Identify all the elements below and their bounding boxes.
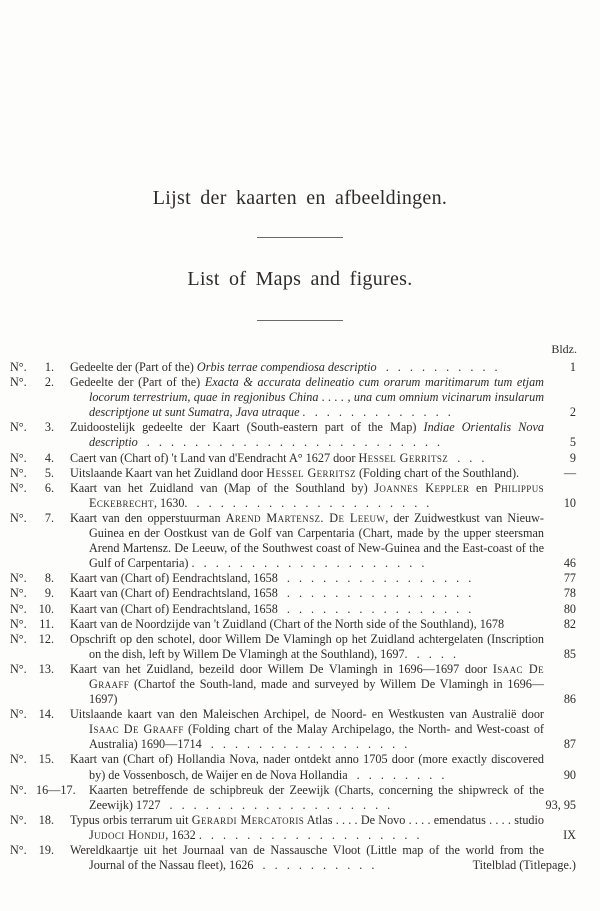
toc-entry — [10, 510, 576, 571]
entry-number: 11. — [39, 616, 54, 631]
toc-entry — [10, 480, 576, 511]
entry-text: Kaarten betreffende de schipbreuk der Zeewijk (Charts, concerning the shipwreck of the Zeewijk) 1727 . . . . . . . . . . . . . . . . . . . — [89, 782, 544, 812]
entry-no-prefix: N°. — [10, 812, 27, 827]
page-title-english: List of Maps and figures. — [187, 268, 413, 290]
dot-leader: . . . . . . . . . . — [253, 858, 375, 873]
dot-leader: . . . . . . . . — [347, 767, 445, 782]
dot-leader: . . . . . . . . . . — [376, 360, 498, 374]
entry-page-number: 77 — [563, 571, 576, 586]
entry-page-number: 5 — [569, 435, 576, 450]
dot-leader: . . . . . . . . . . . . . . . . . . . . — [187, 495, 430, 510]
divider-rule-top — [257, 237, 343, 238]
toc-entry — [10, 360, 576, 375]
entry-no-prefix: N°. — [10, 510, 27, 525]
dot-leader: . . . . . . . . . . . . . . . . — [277, 571, 472, 586]
toc-entry — [10, 707, 576, 752]
toc-entry — [10, 465, 576, 481]
entry-text: Gedeelte der (Part of the) Exacta & accurata delineatio cum orarum maritimarum tum etjam locorum terrestrium, quae in regjonibus China . . . . , una cum omnium vicinarum insularum descriptjone ut sunt Sumatra, Java utraque . . . . . . . . . . . . . — [70, 375, 544, 420]
entry-number: 2. — [44, 375, 54, 390]
entry-number: 18. — [38, 812, 54, 827]
entry-no-prefix: N°. — [10, 616, 27, 631]
dot-leader: . . . . . . . . . . . . . . . . — [277, 601, 472, 616]
entry-text: Opschrift op den schotel, door Willem De Vlamingh op het Zuidland achtergelaten (Inscription on the dish, left by Willem De Vlamingh at the Southland), 1697. . . . . — [70, 631, 544, 661]
entry-number: 9. — [44, 586, 54, 601]
entry-no-prefix: N°. — [10, 571, 27, 586]
toc-entry — [10, 843, 576, 873]
entry-text: Kaart van het Zuidland van (Map of the Southland by) Joannes Keppler en Philippus Eckebrecht, 1630. . . . . . . . . . . . . . . . . . . . . — [70, 480, 544, 510]
entry-number: 16—17. — [36, 782, 76, 797]
dot-leader: . . . — [448, 450, 485, 465]
entry-no-prefix: N°. — [10, 661, 27, 676]
entry-number: 3. — [44, 420, 54, 435]
entry-page-number: 85 — [563, 646, 576, 661]
entry-text: Kaart van (Chart of) Eendrachtsland, 1658 . . . . . . . . . . . . . . . . — [70, 571, 472, 586]
toc-entry — [10, 782, 576, 813]
entry-text: Caert van (Chart of) 't Land van d'Eendracht A° 1627 door Hessel Gerritsz . . . — [70, 450, 485, 465]
entry-page-number: 46 — [563, 556, 576, 571]
dot-leader: . . . . . . . . . . . . . . . . . . . . . . . . . — [137, 435, 441, 450]
entry-text: Kaart van (Chart of) Eendrachtsland, 1658 . . . . . . . . . . . . . . . . — [70, 601, 472, 616]
entry-page-number: 90 — [563, 767, 576, 782]
entry-no-prefix: N°. — [10, 450, 27, 465]
entries-list — [0, 360, 600, 873]
entry-no-prefix: N°. — [10, 586, 27, 601]
entry-page-number: 9 — [569, 450, 576, 465]
entry-number: 12. — [38, 631, 54, 646]
toc-entry — [10, 631, 576, 662]
entry-number: 19. — [38, 843, 54, 857]
entry-number: 6. — [44, 480, 54, 495]
entry-page-number: 80 — [563, 601, 576, 616]
dot-leader: . . . . . . . . . . . . . . . . . — [201, 737, 408, 752]
entry-text: Zuidoostelijk gedeelte der Kaart (South-eastern part of the Map) Indiae Orientalis Nova descriptio . . . . . . . . . . . . . . . . . . . . . . . . . — [70, 420, 544, 450]
entry-page-number: — — [563, 465, 576, 480]
toc-entry — [10, 616, 576, 632]
entry-text: Uitslaande kaart van den Maleischen Archipel, de Noord- en Westkusten van Australië door Isaac De Graaff (Folding chart of the Malay Archipelago, the North- and West-coast of Australia) 1690—1714 . . . . . . . . . . . . . . . . . — [70, 707, 544, 752]
toc-entry — [10, 752, 576, 782]
entry-text: Uitslaande Kaart van het Zuidland door Hessel Gerritsz (Folding chart of the Southland). — [70, 465, 520, 480]
entry-number: 7. — [44, 510, 54, 525]
toc-entry — [10, 601, 576, 617]
toc-entry — [10, 420, 576, 450]
entry-text: Kaart van het Zuidland, bezeild door Willem De Vlamingh in 1696—1697 door Isaac De Graaff (Chartof the South-land, made and surveyed by Willem De Vlamingh in 1696—1697) — [70, 661, 544, 707]
entry-page-number: IX — [563, 827, 576, 842]
entry-no-prefix: N°. — [10, 375, 27, 390]
entry-text: Kaart van (Chart of) Hollandia Nova, nader ontdekt anno 1705 door (more exactly discovered by) de Vossenbosch, de Waijer en de Nova Hollandia . . . . . . . . — [70, 752, 544, 782]
entry-number: 4. — [44, 450, 54, 465]
divider-rule-bottom — [257, 320, 343, 321]
toc-entry — [10, 571, 576, 586]
entry-page-number: 87 — [563, 737, 576, 752]
entry-text: Kaart van de Noordzijde van 't Zuidland (Chart of the North side of the Southland), 1678 — [70, 616, 505, 631]
page-title-dutch: Lijst der kaarten en afbeeldingen. — [152, 187, 448, 209]
entry-number: 15. — [38, 752, 54, 767]
entry-no-prefix: N°. — [10, 465, 27, 480]
entry-number: 8. — [44, 571, 54, 586]
dot-leader: . . . . . . . . . . . . . . . . . . . — [194, 556, 425, 571]
entry-page-number: Titelblad (Titlepage.) — [472, 858, 576, 873]
toc-entry — [10, 586, 576, 601]
page-number-column-header: Bldz. — [551, 342, 577, 356]
entry-page-number: 82 — [563, 616, 576, 631]
entry-no-prefix: N°. — [10, 631, 27, 646]
toc-entry — [10, 375, 576, 420]
entry-page-number: 93, 95 — [545, 797, 576, 812]
entry-number: 10. — [38, 601, 54, 616]
entry-text: Typus orbis terrarum uit Gerardi Mercatoris Atlas . . . . De Novo . . . . emendatus . . . . studio Judoci Hondij, 1632 . . . . . . . . . . . . . . . . . . . — [70, 812, 545, 842]
entry-no-prefix: N°. — [10, 601, 27, 616]
dot-leader: . . . . . . . . . . . . . . . . — [277, 586, 472, 601]
entry-number: 14. — [38, 707, 54, 722]
dot-leader: . . . . . . . . . . . . — [305, 405, 451, 420]
dot-leader: . . . . . . . . . . . . . . . . . . — [201, 827, 420, 842]
entry-text: Kaart van (Chart of) Eendrachtsland, 1658 . . . . . . . . . . . . . . . . — [70, 586, 472, 601]
entry-number: 13. — [38, 661, 54, 676]
entry-page-number: 2 — [569, 405, 576, 420]
toc-entry — [10, 661, 576, 707]
entry-page-number: 78 — [563, 586, 576, 601]
entry-no-prefix: N°. — [10, 480, 27, 495]
entry-no-prefix: N°. — [10, 420, 27, 435]
entry-text: Wereldkaartje uit het Journaal van de Nassausche Vloot (Little map of the world from the Journal of the Nassau fleet), 1626 . . . . . . . . . . — [70, 843, 544, 873]
entry-no-prefix: N°. — [10, 752, 27, 767]
entry-no-prefix: N°. — [10, 782, 27, 797]
dot-leader: . . . . — [407, 646, 456, 661]
entry-text: Kaart van den opperstuurman Arend Martensz. De Leeuw, der Zuidwestkust van Nieuw-Guinea en der Oostkust van de Golf van Carpentaria (Chart, made by the upper steersman Arend Martensz. De Leeuw, of the Southwest coast of New-Guinea and the East-coast of the Gulf of Carpentaria) . . . . . . . . . . . . . . . . . . . . — [70, 510, 544, 571]
entry-page-number: 86 — [563, 692, 576, 707]
entry-number: 1. — [44, 360, 54, 374]
toc-entry — [10, 812, 576, 843]
dot-leader: . . . . . . . . . . . . . . . . . . . — [160, 797, 391, 812]
entry-no-prefix: N°. — [10, 360, 27, 374]
entry-number: 5. — [44, 465, 54, 480]
entry-page-number: 1 — [569, 360, 576, 374]
entry-no-prefix: N°. — [10, 843, 27, 857]
toc-entry — [10, 450, 576, 466]
entry-text: Gedeelte der (Part of the) Orbis terrae compendiosa descriptio . . . . . . . . . . — [70, 360, 498, 374]
entry-no-prefix: N°. — [10, 707, 27, 722]
entry-page-number: 10 — [563, 495, 576, 510]
